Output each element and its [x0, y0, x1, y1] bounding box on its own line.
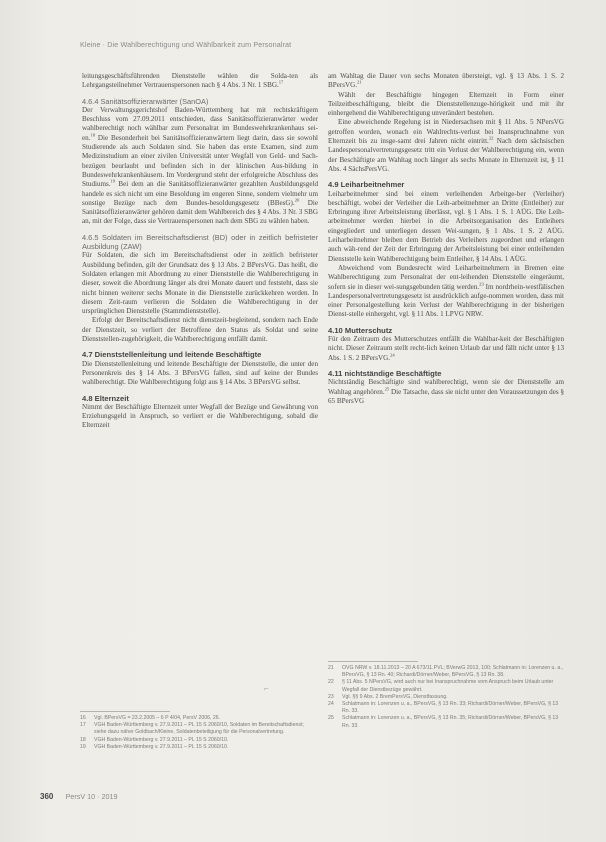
footnote-ref[interactable]: 18 — [90, 132, 96, 138]
footnote-ref[interactable]: 19 — [110, 178, 116, 184]
footnote-ref[interactable]: 24 — [390, 352, 395, 358]
right-column — [328, 72, 564, 406]
section-heading: 4.10 Mutterschutz — [328, 325, 393, 335]
body-paragraph: Erfolgt der Bereitschaftsdienst nicht dienstzeit-begleitend, sondern nach Ende der Dienstzeit, so verliert der Betroffene den Status als Soldat und seine Dienststellen-zugehörigkeit, die Wahlberechtigung entfällt damit. — [82, 316, 318, 344]
footnote-text: Vgl. BPersVG = 23.2.2005 – 6 P 4/04, PersV 2006, 26. — [94, 715, 221, 721]
body-paragraph: Die Dienststellenleitung und leitende Beschäftigte der Dienststelle, die unter den Personenkreis des § 14 Abs. 3 BPersVG fallen, sind auf keine der Bundes wahlberechtigt. Die Wahlberechtigung folgt aus § 14 Abs. 3 BPersVG selbst. — [82, 359, 318, 387]
body-text: Nichtständig Beschäftigte sind wahlberechtigt, wenn sie der Dienststelle am Wahltag angehören. — [328, 378, 564, 396]
footnote-divider — [328, 661, 418, 662]
footnote-text: Schlatmann in: Lorenzen u. a., BPersVG, § 13 Rn. 35; Richardi/Dörner/Weber, BPersVG, § 13 Rn. 33. — [342, 715, 559, 729]
body-text: Nach dem sächsischen Landespersonalvertretungsgesetz tritt ein Verlust der Wahlberechtigung ein, wenn der Beschäftigte am Wahltag noch länger als sechs Monate in Elternzeit ist, § 11 Abs. 4 SächsPersVG. — [328, 137, 564, 173]
footnote-ref[interactable]: 21 — [356, 79, 362, 85]
footnote-ref[interactable]: 20 — [294, 197, 300, 203]
body-text: Die Sanitätsoffizieranwärter gehören damit dem Wahlbereich des § 4 Abs. 3 Nr. 3 SBG an, mit der Folge, dass sie Vertrauenspersonen nach dem SBG zu wählen haben. — [82, 198, 318, 226]
body-paragraph: Leiharbeitnehmer sind bei einem verleihenden Arbeitge-ber (Verleiher) beschäftigt, wobei der Verleiher die Leih-arbeitnehmer an Dritte (Entleiher) zur Erbringung ihrer Arbeitsleistung überlässt, vgl. § 1 Abs. 1 S. 1 AÜG. Die Leih-arbeitnehmer werden hierbei in die Arbeitsorganisation des Entleihers eingegliedert und unterliegen dessen Wei-sungen, § 1 Abs. 1 S. 2 AÜG. Leiharbeitnehmer bleiben dem Betrieb des Verleihers zugeordnet und erlangen auch wäh-rend der Zeit der Erbringung der Arbeitsleistung bei einer entleihenden Dienststelle kein Wahlberechtigung beim Entleiher, § 14 Abs. 1 AÜG. — [328, 189, 564, 263]
section-heading: 4.8 Elternzeit — [82, 393, 129, 403]
footnote-text: Schlatmann in: Lorenzen u. a., BPersVG, § 13 Rn. 33; Richardi/Dörner/Weber, BPersVG, § 13 Rn. 33. — [342, 701, 559, 715]
body-paragraph — [328, 264, 564, 320]
body-paragraph — [328, 378, 564, 406]
footnote — [328, 679, 564, 693]
body-paragraph — [328, 335, 564, 363]
footnote — [80, 737, 316, 744]
footnote-text: OVG NRW v. 18.11.2013 – 20 A 673/11.PVL; BVerwG 2013, 100; Schlatmann in: Lorenzen u. a., BPersVG, § 13 Rn. 40; Richardi/Dörner/Weber, BPersVG, § 13 Rn. 38. — [342, 665, 564, 679]
section-heading: 4.7 Dienststellenleitung und leitende Beschäftigte — [82, 350, 262, 360]
footnote-text: VGH Baden-Württemberg v. 27.9.2011 – PL 15 S 2060/10. — [94, 743, 229, 750]
page-number: 360 — [40, 792, 54, 801]
body-text: Eine abweichende Regelung ist in Niedersachsen mit § 11 Abs. 5 NPersVG getroffen worden, wonach ein Wahlrechts-verlust bei Inanspruchnahme von Elternzeit bis zu insge-samt drei Jahren nicht eintritt. — [328, 118, 564, 146]
page-footer — [40, 792, 118, 801]
footnote — [328, 665, 564, 679]
section-heading: 4.6.4 Sanitätsoffizieranwärter (SanOA) — [82, 96, 209, 106]
journal-citation: PersV 10 · 2019 — [65, 792, 118, 801]
section-heading: 4.9 Leiharbeitnehmer — [328, 180, 405, 190]
intro-paragraph — [82, 72, 318, 91]
footnote — [328, 694, 564, 701]
footnote-text: § 11 Abs. 5 NPersVG, wird auch nur bei Inanspruchnahme vom Anspruch beim Urlaub unter Wegfall der Dienstbezüge gewährt. — [342, 679, 554, 693]
body-text: Der Verwaltungsgerichtshof Baden-Württemberg hat mit rechtskräftigem Beschluss vom 27.09.2011 entschieden, dass Sanitätsoffizieranwärter weder wahlberechtigt noch wählbar zum Personalrat im Bundeswehrkrankenhaus sei-en. — [82, 105, 318, 142]
footnote-number: 16 — [80, 715, 86, 721]
footnote-number: 18 — [80, 736, 86, 743]
footnote-number: 17 — [80, 722, 86, 729]
body-paragraph: Für Soldaten, die sich im Bereitschaftsdienst oder in zeitlich befristeter Ausbildung befinden, gilt der Grundsatz des § 13 Abs. 2 BPersVG. Das heißt, die Soldaten erlangen mit Abordnung zu einer Dienststelle die Wahlberechtigung in dieser, soweit die Abordnung länger als drei Monate dauert und feststeht, dass sie nicht binnen weiterer sechs Monate in die Dienststelle zurückkehren werden. In diesem Zeit-raum verlieren die Soldaten die Wahlberechtigung in der ursprünglichen Dienststelle (Stammdienststelle). — [82, 251, 318, 316]
bracket-mark: ⌐ — [264, 684, 269, 693]
body-paragraph: Wählt der Beschäftigte hingegen Elternzeit in Form einer Teilzeitbeschäftigung, bleibt die Dienststellenzuge-hörigkeit und mit ihr einhergehend die Wahlberechtigung unverändert bestehen. — [328, 90, 564, 118]
body-text: Die Tatsache, dass sie nicht unter den Voraussetzungen des § 65 BPersVG — [328, 387, 564, 405]
body-text: Bei dem an die Sanitätsoffizieranwärter gezahlten Ausbildungsgeld handele es sich nicht um eine Besoldung im engeren Sinne, sondern vielmehr um sonstige Bezüge nach dem Bundes-besoldungsgesetz (BBesG). — [82, 180, 318, 207]
section-heading: 4.6.5 Soldaten im Bereitschaftsdienst (BD) oder in zeitlich befristeter Ausbildung (ZAW) — [82, 232, 318, 252]
footnote-ref[interactable]: 17 — [278, 79, 284, 85]
footnote-number: 22 — [328, 679, 334, 686]
footnote-number: 24 — [328, 701, 334, 708]
footnote — [328, 715, 564, 729]
footnote-number: 23 — [328, 693, 334, 700]
body-text: Im nordrhein-westfälischen Landespersonalvertretungsgesetz ist ausdrücklich aufge-nommen worden, dass mit einer Personalgestellung kein Verlust der Wahlberechtigung in der bisherigen Dienst-stelle einhergeht, vgl. § 11 Abs. 1 LPVG NRW. — [328, 282, 564, 319]
footnote — [80, 722, 316, 736]
body-text: Die Besonderheit bei Sanitätsoffizieranwärtern liegt darin, dass sie sowohl Studierende als auch Soldaten sind. Sie haben das erste Examen, sind zum Medizinstudium an einer zivilen Universität unter Wegfall von Geld- und Sach-bezügen beurlaubt und befinden sich in der klinischen Aus-bildung in Bundeswehrkrankenhäusern. Im Vordergrund steht der erfolgreiche Abschluss des Studiums. — [82, 133, 318, 189]
body-paragraph — [328, 118, 564, 174]
footnote-ref[interactable]: 25 — [384, 386, 390, 392]
footnotes-right — [328, 665, 564, 730]
footnote-ref[interactable]: 23 — [479, 281, 484, 287]
footnote-text: Vgl. §§ 9 Abs. 2 BremPersVG, Dienstfassung. — [342, 693, 448, 700]
intro-text: leitungsgeschäftsführenden Dienststelle wählen die Solda-ten als Lehrgangsteilnehmer Vertrauenspersonen nach § 4 Abs. 3 Nr. 1 SBG. — [82, 72, 318, 90]
footnote — [80, 744, 316, 751]
footnote-text: VGH Baden-Württemberg v. 27.9.2011 – PL 15 S 2060/10, Soldaten im Bereitschaftsdienst; siehe dazu näher Goldbach/Kleine, Soldatenbeteiligung für die Personalvertretung. — [94, 722, 304, 736]
section-heading: 4.11 nichtständige Beschäftigte — [328, 368, 442, 378]
footnote-text: VGH Baden-Württemberg v. 27.9.2011 – PL 15 S 2060/10. — [94, 736, 229, 743]
footnotes-left — [80, 715, 316, 751]
footnote-ref[interactable]: 22 — [488, 135, 494, 141]
left-column — [82, 72, 318, 431]
footnote — [80, 715, 316, 722]
footnote-number: 19 — [80, 743, 86, 750]
body-text: Für den Zeitraum des Mutterschutzes entfällt die Wahlbar-keit der Beschäftigten nicht. Dieser Zeitraum stellt recht-lich keinen Urlaub dar und fällt nicht unter § 13 Abs. 1 S. 2 BPersVG. — [328, 335, 564, 362]
running-header: Kleine · Die Wahlberechtigung und Wählbarkeit zum Personalrat — [80, 40, 292, 49]
footnote-number: 21 — [328, 665, 334, 671]
body-paragraph — [82, 106, 318, 227]
footnote-number: 25 — [328, 715, 334, 722]
body-paragraph: Nimmt der Beschäftigte Elternzeit unter Wegfall der Bezüge und Gewährung von Erziehungsgeld in Anspruch, so verliert er die Wahlberechtigung, sobald die Elternzeit — [82, 402, 318, 430]
footnote-divider — [80, 711, 170, 712]
body-text: am Wahltag die Dauer von sechs Monaten übersteigt, vgl. § 13 Abs. 1 S. 2 BPersVG. — [328, 72, 564, 90]
body-text: Abweichend vom Bundesrecht wird Leiharbeitnehmern in Bremen eine Wahlberechtigung zum Personalrat der ent-leihenden Dienststelle eingeräumt, sofern sie in dieser wei-sungsgebunden tätig werden. — [328, 263, 564, 291]
body-paragraph — [328, 72, 564, 91]
footnote — [328, 701, 564, 715]
